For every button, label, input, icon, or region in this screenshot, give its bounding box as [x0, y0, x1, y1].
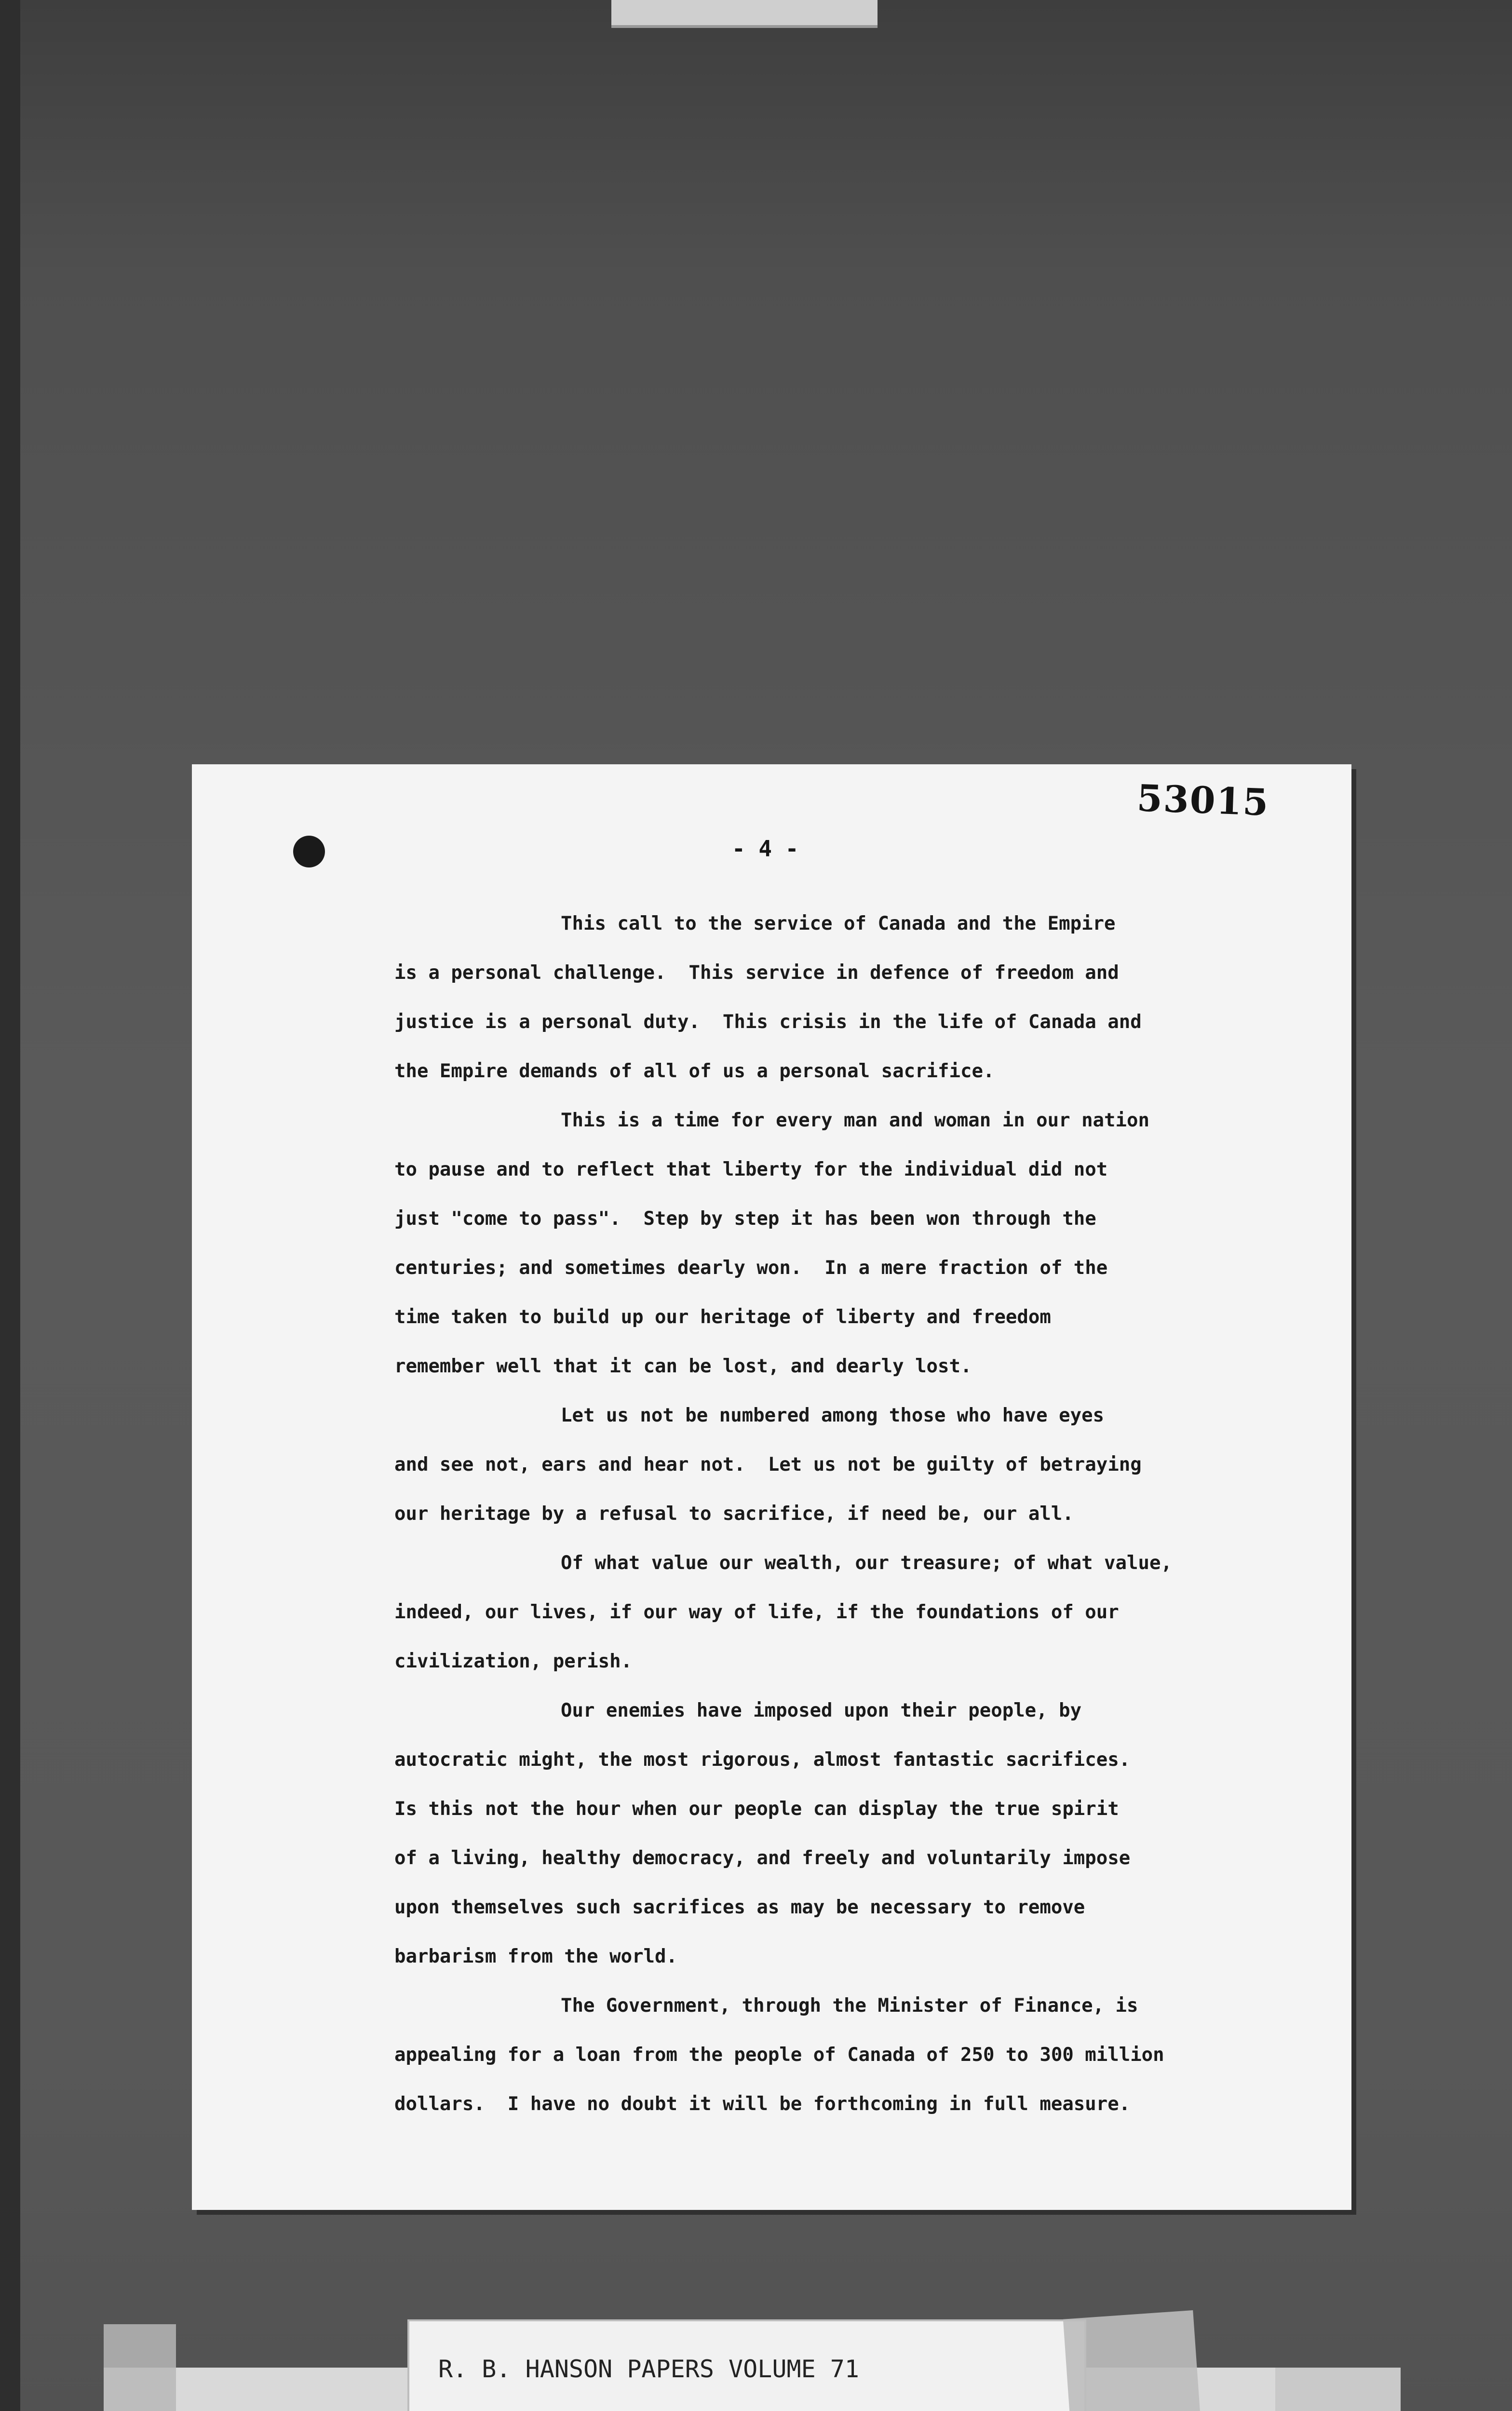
text-line: to pause and to reflect that liberty for the individual did not: [394, 1159, 1108, 1180]
film-edge: [0, 0, 20, 2411]
text-line: civilization, perish.: [394, 1651, 633, 1672]
text-line: Is this not the hour when our people can display the true spirit: [394, 1798, 1119, 1820]
page-number: - 4 -: [732, 836, 799, 862]
text-line: centuries; and sometimes dearly won. In a mere fraction of the: [394, 1257, 1108, 1279]
volume-label: [407, 2319, 1086, 2411]
text-line: Our enemies have imposed upon their people, by: [561, 1700, 1082, 1721]
text-line: appealing for a loan from the people of Canada of 250 to 300 million: [394, 2044, 1164, 2066]
text-line: our heritage by a refusal to sacrifice, if need be, our all.: [394, 1503, 1074, 1525]
document-number: 53015: [1136, 776, 1270, 824]
tape-left: [104, 2324, 176, 2411]
text-line: is a personal challenge. This service in defence of freedom and: [394, 962, 1119, 984]
archive-stamp-area: [104, 2310, 1401, 2411]
text-line: the Empire demands of all of us a personal sacrifice.: [394, 1060, 995, 1082]
text-line: justice is a personal duty. This crisis in the life of Canada and: [394, 1011, 1142, 1033]
text-line: barbarism from the world.: [394, 1946, 677, 1967]
volume-label-text: R. B. HANSON PAPERS VOLUME 71: [438, 2355, 859, 2383]
text-line: Let us not be numbered among those who have eyes: [561, 1405, 1105, 1426]
top-tab-strip: [611, 0, 878, 28]
text-line: Of what value our wealth, our treasure; of what value,: [561, 1552, 1172, 1574]
text-line: just "come to pass". Step by step it has been won through the: [394, 1208, 1096, 1230]
text-line: This call to the service of Canada and the Empire: [561, 913, 1116, 935]
tape-piece: [1063, 2310, 1203, 2411]
text-line: time taken to build up our heritage of liberty and freedom: [394, 1306, 1051, 1328]
body-text: [394, 899, 1310, 2129]
text-line: This is a time for every man and woman in our nation: [561, 1110, 1149, 1131]
tape-right: [1275, 2368, 1401, 2411]
punch-hole: [293, 836, 325, 867]
text-line: remember well that it can be lost, and dearly lost.: [394, 1355, 972, 1377]
text-line: upon themselves such sacrifices as may be necessary to remove: [394, 1896, 1085, 1918]
text-line: The Government, through the Minister of Finance, is: [561, 1995, 1138, 2017]
text-line: dollars. I have no doubt it will be forthcoming in full measure.: [394, 2093, 1131, 2115]
text-line: indeed, our lives, if our way of life, if the foundations of our: [394, 1601, 1119, 1623]
text-line: and see not, ears and hear not. Let us not be guilty of betraying: [394, 1454, 1142, 1476]
text-line: of a living, healthy democracy, and freely and voluntarily impose: [394, 1847, 1131, 1869]
document-page: [192, 764, 1351, 2210]
text-line: autocratic might, the most rigorous, almost fantastic sacrifices.: [394, 1749, 1131, 1771]
